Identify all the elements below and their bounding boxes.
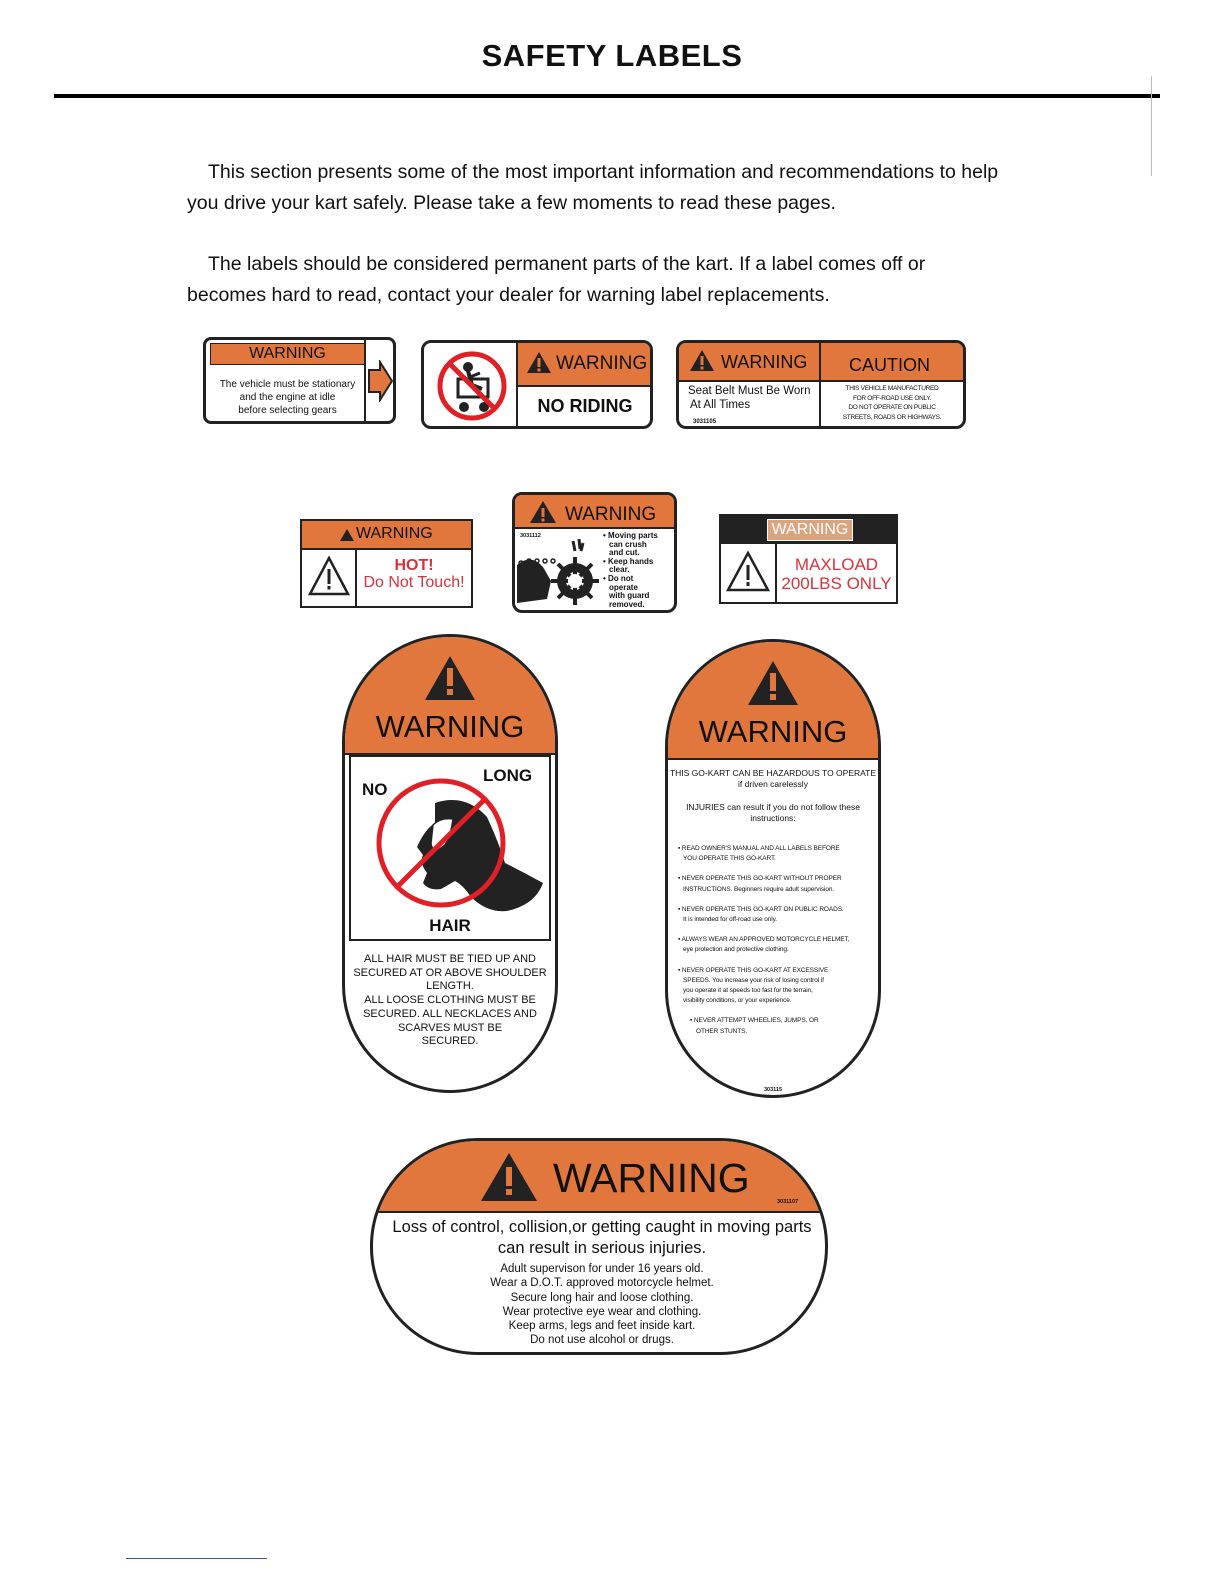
no-long-hair-icon xyxy=(375,773,547,923)
warning-triangle-icon xyxy=(340,529,354,541)
label-gokart-hazard xyxy=(665,639,881,1098)
label-text: NO RIDING xyxy=(537,396,633,416)
label-seatbelt-text: Seat Belt Must Be Worn At All Times xyxy=(688,385,811,411)
label-code: 3031105 xyxy=(693,419,717,425)
intro-paragraph-2 xyxy=(187,249,1047,311)
label-no-long-hair xyxy=(342,634,558,1093)
intro-p1-line2: you drive your kart safely. Please take a few moments to read these pages. xyxy=(187,192,836,214)
title-rule xyxy=(54,94,1160,98)
label-control-list: Adult supervison for under 16 years old. Wear a D.O.T. approved motorcycle helmet. Secure long hair and loose clothing. Wear protective eye wear and clothing. Keep arms, legs and feet inside kart. Do not use alcohol or drugs. xyxy=(490,1263,714,1347)
moving-parts-icon xyxy=(517,537,603,609)
label-heading: WARNING xyxy=(356,525,433,542)
label-heading: WARNING xyxy=(553,1155,750,1201)
intro-p2-line2: becomes hard to read, contact your dealer for warning label replacements. xyxy=(187,284,830,306)
label-word-long: LONG xyxy=(483,766,533,785)
label-heading: WARNING xyxy=(698,714,848,749)
label-heading: WARNING xyxy=(721,352,808,372)
label-code: 303115 xyxy=(763,1087,783,1093)
label-moving-parts xyxy=(512,492,677,613)
label-loss-of-control xyxy=(370,1138,828,1355)
label-heading: WARNING xyxy=(767,519,853,541)
page-title: SAFETY LABELS xyxy=(481,38,743,73)
intro-paragraph-1 xyxy=(187,157,1047,219)
label-hot-text: HOT! Do Not Touch! xyxy=(363,557,465,591)
label-heading: WARNING xyxy=(565,504,657,525)
label-gear-selection xyxy=(203,337,396,424)
label-control-lead: Loss of control, collision,or getting caught in moving parts can result in serious injuries. xyxy=(392,1218,812,1257)
warning-triangle-icon xyxy=(726,550,770,594)
warning-triangle-icon xyxy=(424,655,476,701)
label-hair-text: ALL HAIR MUST BE TIED UP AND SECURED AT OR ABOVE SHOULDER LENGTH. ALL LOOSE CLOTHING MUST BE SECURED. ALL NECKLACES AND SCARVES MUST BE SECURED. xyxy=(353,953,547,1048)
label-code: 3031107 xyxy=(777,1199,799,1205)
label-heading: WARNING xyxy=(375,709,525,744)
label-body: The vehicle must be stationary and the engine at idle before selecting gears xyxy=(219,379,356,416)
label-caution-text: THIS VEHICLE MANUFACTURED FOR OFF-ROAD USE ONLY. DO NOT OPERATE ON PUBLIC STREETS, ROADS OR HIGHWAYS. xyxy=(842,385,942,421)
label-heading-bar xyxy=(518,343,652,385)
margin-line xyxy=(1151,76,1152,176)
label-caution-heading: CAUTION xyxy=(849,355,930,375)
label-moving-text: • Moving parts can crush and cut. • Keep hands clear. • Do not operate with guard removed. xyxy=(603,531,658,609)
label-hot xyxy=(300,519,473,608)
label-gokart-intro: THIS GO-KART CAN BE HAZARDOUS TO OPERATE if driven carelessly INJURIES can result if you do not follow these instructions: xyxy=(669,768,877,823)
warning-triangle-icon xyxy=(529,500,557,524)
label-code: 3031112 xyxy=(520,533,541,539)
label-word-no: NO xyxy=(362,780,388,799)
label-heading: WARNING xyxy=(210,343,365,365)
no-riding-icon xyxy=(430,349,514,423)
label-maxload-text: MAXLOAD 200LBS ONLY xyxy=(781,555,892,593)
label-word-hair: HAIR xyxy=(429,916,471,935)
label-seatbelt-caution xyxy=(676,340,966,429)
label-heading: WARNING xyxy=(556,353,648,374)
warning-triangle-icon xyxy=(526,351,552,374)
warning-triangle-icon xyxy=(308,556,350,596)
label-gokart-bullets: ▪ READ OWNER'S MANUAL AND ALL LABELS BEFORE YOU OPERATE THIS GO-KART. ▪ NEVER OPERATE THIS GO-KART WITHOUT PROPER INSTRUCTIONS. Beginners require adult supervision. ▪ NEVER OPERATE THIS GO-KART ON PUBLIC ROADS. It is intended for off-road use only. ▪ ALWAYS WEAR AN APPROVED MOTORCYCLE HELMET, eye protection and protective clothing. ▪ NEVER OPERATE THIS GO-KART AT EXCESSIVE SPEEDS. You increase your risk of losing control if you operate it at speeds too fast for the terrain, visibility conditions, or your experience. ▪ NEVER ATTEMPT WHEELIES, JUMPS, OR OTHER STUNTS. xyxy=(678,845,850,1035)
label-no-riding xyxy=(421,340,653,429)
warning-triangle-icon xyxy=(480,1152,538,1202)
warning-triangle-icon xyxy=(689,349,715,372)
label-maxload xyxy=(719,514,898,604)
warning-triangle-icon xyxy=(747,660,799,706)
intro-p2-line1: The labels should be considered permanent parts of the kart. If a label comes off or xyxy=(208,253,926,275)
intro-p1-line1: This section presents some of the most important information and recommendations to help xyxy=(208,161,999,183)
footer-line xyxy=(126,1558,267,1559)
arrow-right-icon xyxy=(366,360,394,402)
